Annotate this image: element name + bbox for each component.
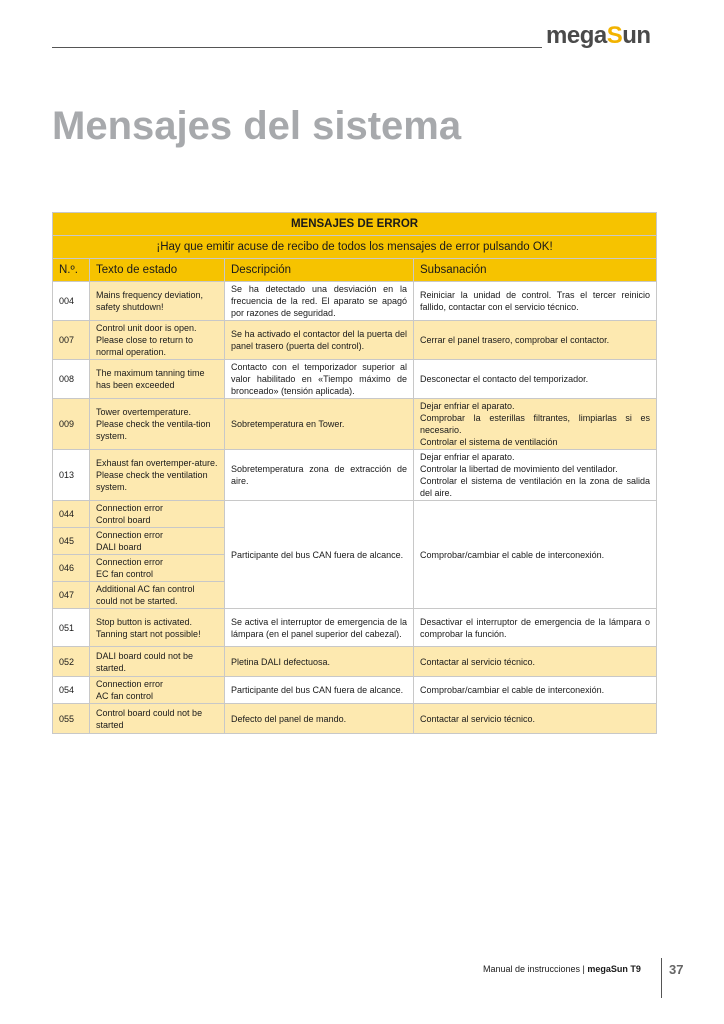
- remedy-text: Contactar al servicio técnico.: [414, 704, 657, 734]
- status-text: Stop button is activated. Tanning start not possible!: [90, 609, 225, 647]
- status-text: DALI board could not be started.: [90, 647, 225, 677]
- remedy-text: Comprobar/cambiar el cable de interconexión.: [414, 677, 657, 704]
- column-header-remedy: Subsanación: [414, 259, 657, 282]
- table-row: [53, 282, 657, 321]
- error-code: 052: [53, 647, 90, 677]
- status-text: Exhaust fan overtemper-ature. Please check the ventilation system.: [90, 450, 225, 501]
- status-text: Mains frequency deviation, safety shutdown!: [90, 282, 225, 321]
- description-text: Participante del bus CAN fuera de alcance.: [225, 501, 414, 609]
- description-text: Participante del bus CAN fuera de alcance.: [225, 677, 414, 704]
- status-text: Tower overtemperature. Please check the ventila-tion system.: [90, 399, 225, 450]
- error-messages-table: [52, 212, 657, 734]
- table-title: MENSAJES DE ERROR: [53, 213, 657, 236]
- table-row: [53, 399, 657, 450]
- page-number: 37: [669, 962, 684, 977]
- table-row: [53, 360, 657, 399]
- status-text: Additional AC fan control could not be started.: [90, 582, 225, 609]
- error-code: 004: [53, 282, 90, 321]
- table-row: [53, 609, 657, 647]
- remedy-text: Contactar al servicio técnico.: [414, 647, 657, 677]
- table-row: [53, 677, 657, 704]
- remedy-text: Dejar enfriar el aparato. Comprobar la esterillas filtrantes, limpiarlas si es necesario. Controlar el sistema de ventilación: [414, 399, 657, 450]
- column-header-description: Descripción: [225, 259, 414, 282]
- remedy-text: Desconectar el contacto del temporizador.: [414, 360, 657, 399]
- description-text: Defecto del panel de mando.: [225, 704, 414, 734]
- description-text: Se activa el interruptor de emergencia de la lámpara (en el panel superior del cabezal).: [225, 609, 414, 647]
- description-text: Contacto con el temporizador superior al valor habilitado en «Tiempo máximo de bronceado» (tensión aplicada).: [225, 360, 414, 399]
- remedy-text: Comprobar/cambiar el cable de interconexión.: [414, 501, 657, 609]
- status-text: Connection error EC fan control: [90, 555, 225, 582]
- description-text: Se ha detectado una desviación en la frecuencia de la red. El aparato se apagó por razones de seguridad.: [225, 282, 414, 321]
- remedy-text: Desactivar el interruptor de emergencia de la lámpara o comprobar la función.: [414, 609, 657, 647]
- status-text: Control board could not be started: [90, 704, 225, 734]
- error-code: 013: [53, 450, 90, 501]
- error-code: 046: [53, 555, 90, 582]
- header-rule: [52, 47, 542, 48]
- status-text: Connection error Control board: [90, 501, 225, 528]
- footer-text: Manual de instrucciones | megaSun T9: [483, 964, 641, 974]
- error-code: 054: [53, 677, 90, 704]
- page-title: Mensajes del sistema: [52, 104, 462, 148]
- remedy-text: Cerrar el panel trasero, comprobar el contactor.: [414, 321, 657, 360]
- error-code: 008: [53, 360, 90, 399]
- error-code: 047: [53, 582, 90, 609]
- description-text: Sobretemperatura zona de extracción de aire.: [225, 450, 414, 501]
- status-text: Connection error AC fan control: [90, 677, 225, 704]
- status-text: The maximum tanning time has been exceeded: [90, 360, 225, 399]
- footer-divider: [661, 958, 662, 998]
- description-text: Pletina DALI defectuosa.: [225, 647, 414, 677]
- status-text: Connection error DALI board: [90, 528, 225, 555]
- error-code: 009: [53, 399, 90, 450]
- remedy-text: Reiniciar la unidad de control. Tras el tercer reinicio fallido, contactar con el servicio técnico.: [414, 282, 657, 321]
- error-code: 044: [53, 501, 90, 528]
- table-row: [53, 704, 657, 734]
- megasun-logo: megaSun: [546, 22, 651, 49]
- error-code: 051: [53, 609, 90, 647]
- table-subtitle: ¡Hay que emitir acuse de recibo de todos los mensajes de error pulsando OK!: [53, 236, 657, 259]
- table-row: [53, 450, 657, 501]
- remedy-text: Dejar enfriar el aparato. Controlar la libertad de movimiento del ventilador. Controlar el sistema de ventilación en la zona de salida del aire.: [414, 450, 657, 501]
- error-code: 055: [53, 704, 90, 734]
- column-header-number: N.º.: [53, 259, 90, 282]
- table-row: [53, 501, 657, 528]
- error-code: 045: [53, 528, 90, 555]
- table-row: [53, 647, 657, 677]
- description-text: Sobretemperatura en Tower.: [225, 399, 414, 450]
- table-row: [53, 321, 657, 360]
- column-header-status: Texto de estado: [90, 259, 225, 282]
- description-text: Se ha activado el contactor del la puerta del panel trasero (puerta del control).: [225, 321, 414, 360]
- error-code: 007: [53, 321, 90, 360]
- status-text: Control unit door is open. Please close to return to normal operation.: [90, 321, 225, 360]
